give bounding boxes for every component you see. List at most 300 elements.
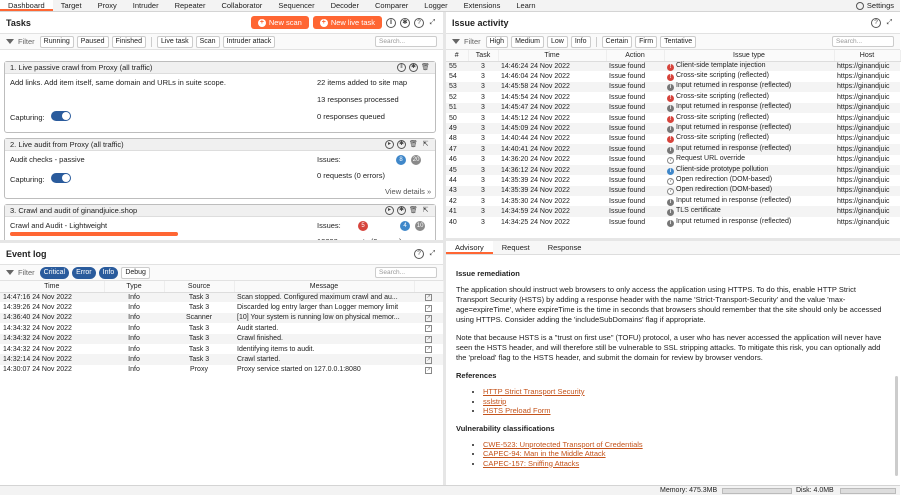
severity-icon: i: [667, 209, 674, 216]
issue-action: Issue found: [609, 197, 646, 205]
issue-type-cell: [664, 175, 834, 185]
table-row[interactable]: [446, 196, 900, 206]
filter-firm[interactable]: Firm: [635, 36, 657, 48]
open-external-icon[interactable]: ↗: [426, 356, 431, 363]
filter-low[interactable]: Low: [547, 36, 568, 48]
issue-task: 3: [481, 197, 485, 205]
issue-task: 3: [468, 103, 498, 113]
tasks-filter-bar: [0, 34, 443, 50]
issue-task: 3: [481, 93, 485, 101]
issue-action: Issue found: [609, 93, 646, 101]
table-row[interactable]: [446, 155, 900, 165]
issue-type: TLS certificate: [676, 207, 721, 215]
table-row[interactable]: [446, 113, 900, 123]
table-row[interactable]: [446, 92, 900, 102]
col-source[interactable]: Source: [164, 281, 234, 292]
event-source: Scanner: [164, 313, 234, 323]
col-open: [414, 281, 443, 292]
issue-action: Issue found: [609, 73, 646, 81]
settings-gear-icon[interactable]: ✱: [400, 18, 410, 28]
table-row[interactable]: [446, 217, 900, 227]
issue-badges: [355, 220, 368, 231]
issue-type-cell: [664, 61, 834, 71]
issue-task: 3: [481, 218, 485, 226]
issue-host: https://ginandjuic: [837, 197, 890, 205]
issue-type-cell: [664, 186, 834, 196]
issue-task: 3: [481, 176, 485, 184]
issue-host: https://ginandjuic: [834, 206, 900, 216]
reference-link[interactable]: HTTP Strict Transport Security: [483, 387, 585, 396]
new-scan-label: New scan: [268, 18, 302, 27]
table-row[interactable]: [446, 186, 900, 196]
classification-link[interactable]: CAPEC-157: Sniffing Attacks: [483, 458, 580, 468]
issue-type: Cross-site scripting (reflected): [676, 72, 769, 80]
issue-type: Client-side prototype pollution: [676, 165, 769, 173]
pause-icon[interactable]: ‖: [397, 63, 406, 72]
issue-action: Issue found: [606, 61, 664, 71]
open-external-icon[interactable]: ↗: [426, 335, 431, 342]
event-log-panel: [0, 243, 443, 485]
event-source: Task 3: [188, 324, 210, 332]
col-number[interactable]: #: [446, 50, 468, 61]
issue-task: 3: [468, 61, 498, 71]
table-row[interactable]: [446, 71, 900, 81]
advisory-panel: [446, 241, 900, 485]
event-source: Task 3: [164, 354, 234, 364]
event-time: 14:34:32 24 Nov 2022: [0, 334, 104, 344]
play-icon[interactable]: ▸: [385, 140, 394, 149]
open-external-icon[interactable]: ↗: [426, 314, 431, 321]
task-description: Add links. Add item itself, same domain and URLs in suite scope.: [10, 78, 226, 87]
issue-type-cell: [664, 155, 834, 165]
filter-scan[interactable]: Scan: [196, 36, 220, 48]
tab-intruder[interactable]: Intruder: [132, 1, 159, 10]
task-description: Crawl and Audit - Lightweight: [10, 221, 108, 230]
issue-type: Client-side template injection: [676, 61, 766, 69]
filter-running[interactable]: Running: [40, 36, 74, 48]
issue-type-cell: [664, 217, 834, 227]
tab-dashboard[interactable]: Dashboard: [0, 0, 53, 11]
issue-badges: [393, 154, 421, 165]
filter-tentative[interactable]: Tentative: [660, 36, 696, 48]
filter-label: Filter: [18, 268, 35, 277]
issue-type: Input returned in response (reflected): [676, 124, 792, 132]
issue-time: 14:36:20 24 Nov 2022: [501, 156, 570, 164]
gear-icon[interactable]: ✱: [398, 141, 405, 147]
issue-host: https://ginandjuic: [837, 156, 890, 164]
expand-icon[interactable]: ⤢: [886, 19, 893, 26]
settings-button[interactable]: [856, 0, 900, 11]
view-details-link[interactable]: View details »: [385, 187, 432, 196]
trash-icon[interactable]: 🗑: [409, 141, 418, 148]
issue-time: 14:36:12 24 Nov 2022: [498, 165, 606, 175]
issue-host: https://ginandjuic: [834, 103, 900, 113]
event-time: 14:32:14 24 Nov 2022: [0, 354, 104, 364]
issue-type-cell: [664, 113, 834, 123]
filter-info[interactable]: Info: [571, 36, 591, 48]
table-row[interactable]: [0, 334, 443, 344]
filter-critical[interactable]: Critical: [40, 267, 69, 279]
issue-type: Cross-site scripting (reflected): [676, 113, 769, 121]
table-row[interactable]: [446, 103, 900, 113]
event-source: Proxy: [190, 366, 208, 374]
event-table-header: [0, 281, 443, 292]
event-message: Scan stopped. Configured maximum crawl and au...: [234, 292, 414, 302]
filter-intruder-attack[interactable]: Intruder attack: [223, 36, 276, 48]
trash-icon[interactable]: 🗑: [409, 207, 418, 214]
tab-repeater[interactable]: Repeater: [174, 1, 206, 10]
issue-type-cell: [664, 71, 834, 81]
issue-type-cell: [664, 82, 834, 92]
view-details-label: View details: [385, 187, 425, 196]
issue-action: Issue found: [606, 186, 664, 196]
issue-number: 40: [449, 218, 457, 226]
table-row[interactable]: [446, 82, 900, 92]
issue-time: 14:46:04 24 Nov 2022: [501, 73, 570, 81]
event-search-input[interactable]: Search...: [375, 267, 437, 278]
issue-type: Open redirection (DOM-based): [676, 186, 773, 194]
open-external-icon[interactable]: ⇱: [422, 207, 429, 214]
open-external-icon[interactable]: ⇱: [422, 141, 429, 148]
event-type: Info: [128, 324, 140, 332]
tasks-panel: [0, 12, 443, 240]
issues-search-input[interactable]: Search...: [832, 36, 894, 47]
issue-action: Issue found: [609, 135, 646, 143]
help-icon[interactable]: ?: [414, 18, 424, 28]
issue-number: 46: [449, 156, 457, 164]
open-external-icon[interactable]: ↗: [426, 346, 431, 353]
open-external-icon[interactable]: ↗: [426, 366, 431, 373]
info-issue-badge[interactable]: 10: [416, 223, 424, 229]
disk-usage: Disk: 4.0MB: [796, 487, 834, 494]
issue-type: Input returned in response (reflected): [676, 103, 792, 111]
play-icon[interactable]: ▸: [385, 206, 394, 215]
event-message: Identifying items to audit.: [237, 345, 315, 353]
severity-icon: i: [667, 84, 674, 91]
issue-number: 47: [446, 144, 468, 154]
table-row[interactable]: [0, 365, 443, 375]
task-card-2[interactable]: [4, 138, 436, 199]
capturing-label: Capturing:: [10, 175, 45, 184]
issue-task: 3: [468, 186, 498, 196]
table-row[interactable]: [0, 313, 443, 323]
classification-link[interactable]: CAPEC-94: Man in the Middle Attack: [483, 449, 606, 458]
event-message: [10] Your system is running low on physical memor...: [234, 313, 414, 323]
issue-type-cell: [664, 165, 834, 175]
tab-target[interactable]: Target: [60, 1, 82, 10]
issue-action: Issue found: [609, 176, 646, 184]
task-card-1[interactable]: [4, 61, 436, 133]
status-bar: [0, 485, 900, 495]
issue-activity-panel: [446, 12, 900, 238]
task-stat: 22 items added to site map: [317, 78, 408, 87]
severity-icon: !: [667, 74, 674, 81]
event-time: 14:36:40 24 Nov 2022: [0, 313, 104, 323]
issue-table: [446, 50, 901, 227]
issue-number: 54: [449, 73, 457, 81]
issue-time: 14:35:39 24 Nov 2022: [498, 186, 606, 196]
expand-icon[interactable]: ⤢: [429, 19, 436, 26]
severity-icon: !: [667, 64, 674, 71]
open-external-icon[interactable]: ↗: [426, 294, 431, 301]
filter-paused[interactable]: Paused: [77, 36, 109, 48]
tab-collaborator[interactable]: Collaborator: [221, 1, 263, 10]
gear-icon[interactable]: ✱: [398, 207, 405, 213]
table-row[interactable]: [0, 292, 443, 302]
settings-label: Settings: [866, 0, 894, 10]
issue-number: 52: [449, 93, 457, 101]
issue-host: https://ginandjuic: [837, 135, 890, 143]
event-type: Info: [104, 313, 164, 323]
plus-icon: +: [321, 18, 326, 26]
classifications-heading: Vulnerability classifications: [456, 423, 555, 433]
issue-activity-title: Issue activity: [452, 17, 509, 28]
filter-icon: [6, 270, 14, 275]
event-type: Info: [128, 366, 140, 374]
open-external-icon[interactable]: ↗: [426, 304, 431, 311]
event-type: Info: [128, 304, 140, 312]
remediation-heading: Issue remediation: [456, 269, 520, 278]
severity-icon: i: [667, 105, 674, 112]
filter-label: Filter: [18, 37, 35, 46]
filter-debug[interactable]: Debug: [121, 267, 150, 279]
help-icon[interactable]: ?: [414, 249, 424, 259]
issue-action: Issue found: [609, 156, 646, 164]
event-message: Proxy service started on 127.0.0.1:8080: [237, 366, 361, 374]
tab-sequencer[interactable]: Sequencer: [278, 1, 315, 10]
tab-extensions[interactable]: Extensions: [463, 1, 501, 10]
issue-number: 53: [446, 82, 468, 92]
advisory-scrollbar[interactable]: [895, 376, 898, 476]
issue-table-header: [446, 50, 900, 61]
table-row[interactable]: [446, 61, 900, 71]
issue-number: 41: [446, 206, 468, 216]
issue-filter-bar: [446, 34, 900, 50]
event-time: 14:34:32 24 Nov 2022: [3, 324, 72, 332]
col-type[interactable]: Type: [104, 281, 164, 292]
issue-type-cell: [664, 123, 834, 133]
issue-task: 3: [481, 156, 485, 164]
open-external-icon[interactable]: ↗: [426, 325, 431, 332]
issue-task: 3: [468, 206, 498, 216]
pause-all-icon[interactable]: ‖: [386, 18, 396, 28]
issue-host: https://ginandjuic: [837, 176, 890, 184]
filter-high[interactable]: High: [486, 36, 508, 48]
filter-error[interactable]: Error: [72, 267, 96, 279]
issue-number: 49: [446, 123, 468, 133]
advisory-tabs: [446, 241, 900, 255]
issue-type: Input returned in response (reflected): [676, 82, 792, 90]
issue-number: 45: [446, 165, 468, 175]
reference-link[interactable]: sslstrip: [483, 396, 507, 406]
table-row[interactable]: [446, 175, 900, 185]
issue-action: Issue found: [606, 103, 664, 113]
filter-live-task[interactable]: Live task: [157, 36, 193, 48]
reference-link[interactable]: HSTS Preload Form: [483, 406, 551, 415]
filter-label: Filter: [464, 37, 481, 46]
tab-decoder[interactable]: Decoder: [330, 1, 359, 10]
main-menu-bar: [0, 0, 900, 12]
issue-action: Issue found: [609, 218, 646, 226]
table-row[interactable]: [446, 206, 900, 216]
issue-action: Issue found: [606, 82, 664, 92]
table-row[interactable]: [0, 344, 443, 354]
table-row[interactable]: [0, 354, 443, 364]
event-type: Info: [128, 345, 140, 353]
col-message[interactable]: Message: [234, 281, 414, 292]
issue-type: Request URL override: [676, 155, 745, 163]
issue-type: Input returned in response (reflected): [676, 217, 792, 225]
capturing-toggle[interactable]: [51, 173, 71, 183]
low-issue-badge[interactable]: 4: [400, 221, 410, 231]
capturing-toggle[interactable]: [51, 111, 71, 121]
issue-type: Cross-site scripting (reflected): [676, 92, 769, 100]
issue-type: Input returned in response (reflected): [676, 196, 792, 204]
issue-action: Issue found: [606, 123, 664, 133]
table-row[interactable]: [446, 165, 900, 175]
new-scan-button[interactable]: [251, 16, 309, 29]
trash-icon[interactable]: 🗑: [421, 64, 430, 71]
severity-icon: i: [667, 168, 674, 175]
issue-type: Cross-site scripting (reflected): [676, 134, 769, 142]
issue-number: 44: [449, 176, 457, 184]
new-live-task-label: New live task: [330, 18, 375, 27]
issue-task: 3: [481, 114, 485, 122]
event-source: Task 3: [188, 345, 210, 353]
filter-info[interactable]: Info: [99, 267, 119, 279]
col-task[interactable]: Task: [468, 50, 498, 61]
tab-learn[interactable]: Learn: [516, 1, 536, 10]
issues-label: Issues:: [317, 155, 341, 164]
table-row[interactable]: [0, 323, 443, 333]
severity-icon: ?: [668, 177, 673, 184]
issue-host: https://ginandjuic: [834, 144, 900, 154]
remediation-paragraph-2: Note that because HSTS is a "trust on first use" (TOFU) protocol, a user who has never accessed the application will never have seen the HSTS header, and will therefore still be vulnerable to SSL stripping attacks. To mitigate this risk, you can optionally add the 'preload' flag to the HSTS header, and submit the domain for review by browser vendors.: [456, 333, 882, 362]
issue-type: Open redirection (DOM-based): [676, 175, 773, 183]
tab-request[interactable]: Request: [501, 243, 530, 252]
tab-comparer[interactable]: Comparer: [374, 1, 409, 10]
event-log-header: [0, 243, 443, 265]
classification-link[interactable]: CWE-523: Unprotected Transport of Credentials: [483, 439, 643, 449]
col-time[interactable]: Time: [0, 281, 104, 292]
issue-number: 50: [449, 114, 457, 122]
issue-time: 14:45:12 24 Nov 2022: [501, 114, 570, 122]
memory-usage: Memory: 475.3MB: [660, 487, 718, 494]
issue-type-cell: [664, 134, 834, 144]
table-row[interactable]: [0, 302, 443, 312]
table-row[interactable]: [446, 123, 900, 133]
col-action[interactable]: Action: [606, 50, 664, 61]
issue-task: 3: [481, 73, 485, 81]
tab-proxy[interactable]: Proxy: [97, 1, 117, 10]
event-time: 14:39:26 24 Nov 2022: [3, 304, 72, 312]
capturing-label: Capturing:: [10, 113, 45, 122]
new-live-task-button[interactable]: [313, 16, 382, 29]
help-icon[interactable]: ?: [871, 18, 881, 28]
tab-logger[interactable]: Logger: [424, 1, 448, 10]
advisory-content: [456, 269, 886, 476]
issue-host: https://ginandjuic: [834, 82, 900, 92]
plus-icon: +: [259, 18, 264, 26]
issue-time: 14:40:41 24 Nov 2022: [498, 144, 606, 154]
severity-icon: !: [667, 136, 674, 143]
issue-time: 14:46:24 24 Nov 2022: [498, 61, 606, 71]
issue-type-cell: [664, 206, 834, 216]
event-time: 14:34:32 24 Nov 2022: [3, 345, 72, 353]
issue-host: https://ginandjuic: [834, 61, 900, 71]
total-issue-badge[interactable]: 20: [412, 157, 420, 163]
issue-type-cell: [664, 144, 834, 154]
issue-host: https://ginandjuic: [837, 218, 890, 226]
task-stat: 13 responses processed: [317, 95, 399, 104]
tab-response[interactable]: Response: [547, 243, 582, 252]
event-log-title: Event log: [6, 248, 47, 259]
issue-number: 51: [446, 103, 468, 113]
issue-action: Issue found: [606, 144, 664, 154]
task-title: 3. Crawl and audit of ginandjuice.shop: [10, 206, 138, 215]
severity-icon: !: [667, 95, 674, 102]
issue-host: https://ginandjuic: [834, 165, 900, 175]
info-issue-badge[interactable]: 8: [396, 155, 406, 165]
issue-number: 55: [446, 61, 468, 71]
event-source: Task 3: [188, 304, 210, 312]
severity-icon: !: [667, 116, 674, 123]
expand-icon[interactable]: ⤢: [429, 250, 436, 257]
col-host[interactable]: Host: [834, 50, 900, 61]
event-filter-bar: [0, 265, 443, 281]
task-stat: 0 responses queued: [317, 112, 385, 121]
gear-icon: [856, 2, 864, 10]
event-message: Discarded log entry larger than Logger memory limit: [237, 304, 399, 312]
issue-time: 14:45:54 24 Nov 2022: [501, 93, 570, 101]
task-description: Audit checks - passive: [10, 155, 85, 164]
task-progress-bar: [10, 232, 178, 236]
issue-time: 14:45:09 24 Nov 2022: [498, 123, 606, 133]
filter-certain[interactable]: Certain: [602, 36, 633, 48]
issue-task: 3: [468, 144, 498, 154]
issues-label: Issues:: [317, 221, 341, 230]
issue-type: Input returned in response (reflected): [676, 144, 792, 152]
high-issue-badge[interactable]: 5: [358, 221, 368, 231]
col-time[interactable]: Time: [498, 50, 606, 61]
tasks-search-input[interactable]: Search...: [375, 36, 437, 47]
issue-type-cell: [664, 92, 834, 102]
filter-icon: [452, 39, 460, 44]
tab-advisory[interactable]: Advisory: [446, 241, 493, 254]
issue-number: 43: [446, 186, 468, 196]
issue-host: https://ginandjuic: [834, 186, 900, 196]
divider: [596, 37, 597, 47]
severity-icon: i: [667, 147, 674, 154]
table-row[interactable]: [446, 144, 900, 154]
issue-type-cell: [664, 103, 834, 113]
col-issue-type[interactable]: Issue type: [664, 50, 834, 61]
divider: [151, 37, 152, 47]
issue-task: 3: [468, 82, 498, 92]
filter-medium[interactable]: Medium: [511, 36, 544, 48]
issue-time: 14:34:25 24 Nov 2022: [501, 218, 570, 226]
filter-icon: [6, 39, 14, 44]
table-row[interactable]: [446, 134, 900, 144]
gear-icon[interactable]: ✱: [410, 64, 417, 70]
event-type: Info: [104, 354, 164, 364]
event-source: Task 3: [164, 292, 234, 302]
severity-icon: ?: [668, 188, 673, 195]
issue-task: 3: [481, 135, 485, 143]
issue-number: 48: [449, 135, 457, 143]
issue-task: 3: [468, 123, 498, 133]
filter-finished[interactable]: Finished: [112, 36, 146, 48]
